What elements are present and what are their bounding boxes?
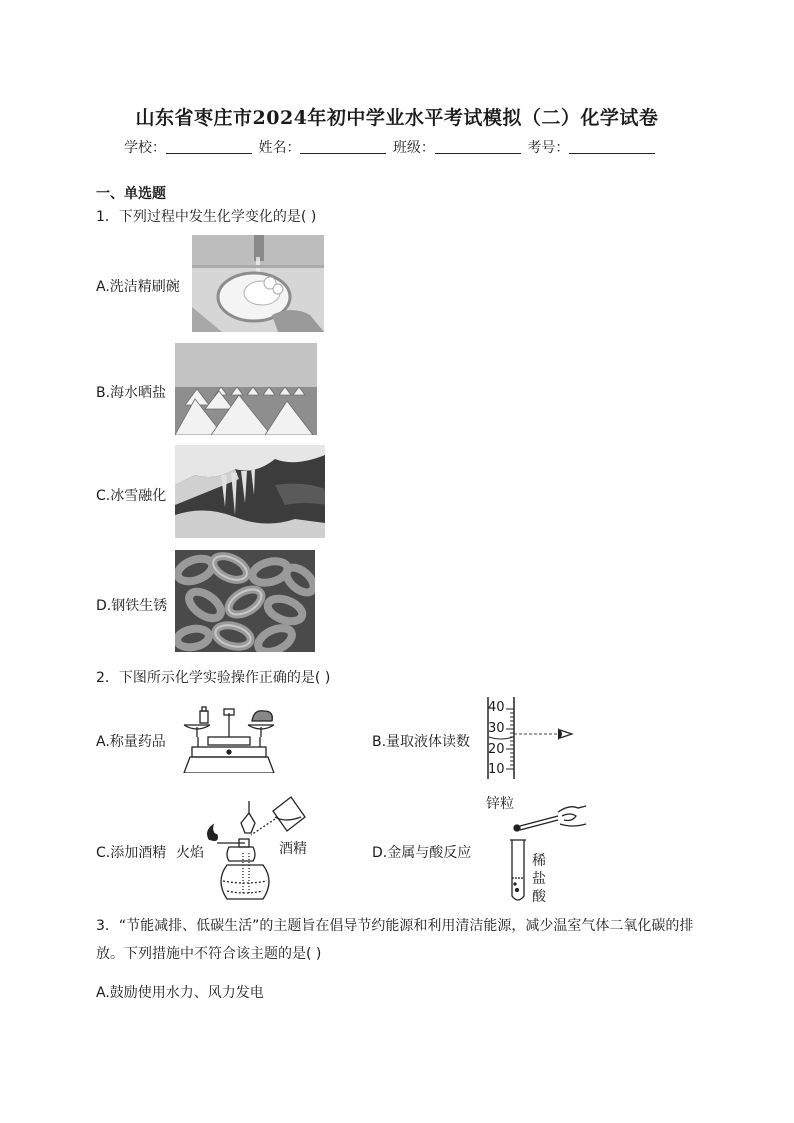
cylinder-tick-10: 10 (488, 762, 505, 777)
question-1-stem: 1．下列过程中发生化学变化的是( ) (96, 209, 317, 225)
q3-option-a-label: A.鼓励使用水力、风力发电 (96, 985, 264, 1001)
class-label: 班级： (392, 140, 435, 156)
q2-option-c-label: C.添加酒精 (96, 845, 167, 861)
acid-label-3: 酸 (532, 889, 546, 905)
cylinder-tick-40: 40 (488, 700, 505, 715)
q1-option-c-label: C.冰雪融化 (96, 488, 167, 504)
school-blank[interactable] (166, 139, 252, 154)
zinc-label: 锌粒 (486, 796, 514, 812)
section-heading: 一、单选题 (96, 186, 166, 202)
rusty-chain-photo-icon (175, 550, 315, 652)
balance-scale-icon (178, 697, 280, 773)
q2-option-a-label: A.称量药品 (96, 734, 166, 750)
alcohol-label: 酒精 (279, 841, 307, 857)
cylinder-tick-20: 20 (488, 742, 505, 757)
question-2-stem: 2．下图所示化学实验操作正确的是( ) (96, 670, 331, 686)
q1-option-d-label: D.钢铁生锈 (96, 598, 168, 614)
q1-option-a-label: A.洗洁精刷碗 (96, 279, 180, 295)
student-info-row (124, 137, 657, 157)
dish-washing-photo-icon (192, 235, 324, 332)
melting-ice-photo-icon (175, 445, 325, 538)
flame-label: 火焰 (176, 845, 204, 861)
sea-salt-piles-photo-icon (175, 343, 317, 435)
cylinder-tick-30: 30 (488, 721, 505, 736)
acid-label-2: 盐 (532, 871, 546, 887)
name-label: 姓名： (258, 140, 301, 156)
q2-option-b-label: B.量取液体读数 (372, 734, 471, 750)
school-label: 学校： (124, 140, 166, 156)
q1-option-b-label: B.海水晒盐 (96, 385, 167, 401)
page-title: 山东省枣庄市2024年初中学业水平考试模拟（二）化学试卷 (135, 107, 659, 129)
q2-option-d-label: D.金属与酸反应 (372, 845, 472, 861)
number-label: 考号： (527, 140, 570, 156)
number-blank[interactable] (569, 139, 655, 154)
question-3-stem: 3．“节能减排、低碳生活”的主题旨在倡导节约能源和利用清洁能源，减少温室气体二氧化碳的排放。下列措施中不符合该主题的是( ) (96, 918, 694, 962)
class-blank[interactable] (435, 139, 521, 154)
name-blank[interactable] (300, 139, 386, 154)
acid-label-1: 稀 (532, 853, 546, 869)
